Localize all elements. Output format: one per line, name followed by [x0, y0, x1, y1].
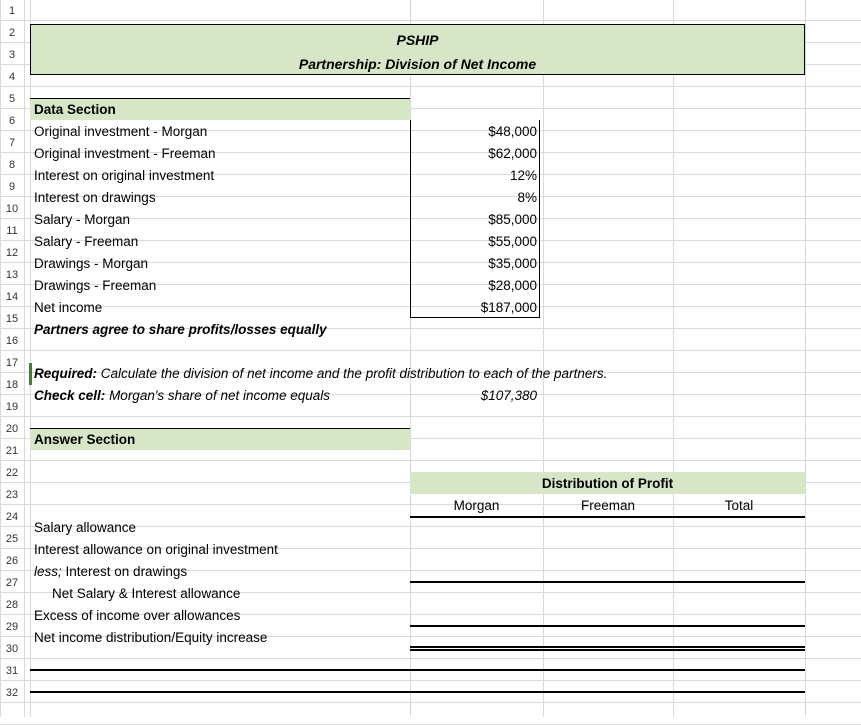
row-number[interactable]: 30 [5, 643, 19, 655]
required-text: Calculate the division of net income and the profit distribution to each of the partners. [100, 366, 608, 381]
row-number[interactable]: 5 [8, 93, 16, 105]
row-number[interactable]: 25 [5, 533, 19, 545]
row-number[interactable]: 32 [5, 687, 19, 699]
grid-vline [805, 0, 806, 717]
row-number[interactable]: 16 [5, 335, 19, 347]
data-section-header[interactable]: Data Section [34, 102, 116, 117]
distribution-header[interactable]: Distribution of Profit [541, 476, 674, 491]
row-number[interactable]: 23 [5, 489, 19, 501]
data-item-label[interactable]: Interest on drawings [34, 190, 156, 205]
answer-double-border-2 [410, 649, 805, 651]
grid-hline [0, 20, 861, 21]
grid-vline [410, 0, 411, 717]
grid-vline [24, 0, 25, 717]
grid-vline [673, 0, 674, 717]
row-number[interactable]: 31 [5, 665, 19, 677]
grid-hline [0, 350, 861, 351]
data-item-label[interactable]: Salary - Morgan [34, 212, 131, 227]
row-number[interactable]: 1 [8, 5, 16, 17]
answer-line-less-interest[interactable] [34, 561, 187, 583]
row-number[interactable]: 8 [8, 159, 16, 171]
data-item-label[interactable]: Drawings - Freeman [34, 278, 157, 293]
row-number[interactable]: 22 [5, 467, 19, 479]
check-value[interactable]: $107,380 [480, 388, 537, 403]
grid-vline [543, 0, 544, 717]
row-number[interactable]: 21 [5, 445, 19, 457]
answer-line-interest[interactable]: Interest allowance on original investment [34, 542, 278, 557]
row-number[interactable]: 24 [5, 511, 19, 523]
title-line-2: Partnership: Division of Net Income [298, 56, 537, 72]
grid-hline [0, 460, 861, 461]
grid-hline [0, 86, 861, 87]
grid-hline [0, 702, 861, 703]
grid-hline [0, 658, 861, 659]
required-cell[interactable] [34, 363, 607, 385]
data-item-value[interactable]: $62,000 [488, 146, 537, 161]
row-number[interactable]: 13 [5, 269, 19, 281]
bottom-border-top [30, 669, 805, 671]
required-left-border [29, 363, 32, 385]
required-label: Required: [34, 366, 98, 381]
answer-line-less-interest-text: less; Interest on drawings [34, 564, 188, 579]
data-item-label[interactable]: Interest on original investment [34, 168, 215, 183]
answer-border-row26 [410, 581, 805, 583]
row-number[interactable]: 17 [5, 357, 19, 369]
data-item-value[interactable]: $35,000 [488, 256, 537, 271]
row-number[interactable]: 26 [5, 555, 19, 567]
col-header-underline [410, 516, 805, 518]
grid-hline [0, 680, 861, 681]
data-item-label[interactable]: Salary - Freeman [34, 234, 139, 249]
data-item-label[interactable]: Original investment - Morgan [34, 124, 208, 139]
answer-border-row28 [410, 625, 805, 627]
data-item-value[interactable]: $85,000 [488, 212, 537, 227]
answer-double-border-1 [410, 646, 805, 648]
row-number[interactable]: 10 [5, 203, 19, 215]
data-item-value[interactable]: $48,000 [488, 124, 537, 139]
row-number[interactable]: 28 [5, 599, 19, 611]
row-number[interactable]: 14 [5, 291, 19, 303]
grid-hline [0, 416, 861, 417]
data-item-value[interactable]: $55,000 [488, 234, 537, 249]
data-item-label[interactable]: Net income [34, 300, 103, 315]
check-text: Morgan's share of net income equals [109, 388, 331, 403]
answer-line-salary[interactable]: Salary allowance [34, 520, 137, 535]
row-number[interactable]: 15 [5, 313, 19, 325]
check-cell[interactable] [34, 385, 330, 407]
row-number[interactable]: 12 [5, 247, 19, 259]
col-header-morgan[interactable]: Morgan [453, 498, 500, 513]
bottom-border-bottom [30, 691, 805, 693]
row-number[interactable]: 29 [5, 621, 19, 633]
col-header-freeman[interactable]: Freeman [580, 498, 636, 513]
data-item-value[interactable]: 8% [517, 190, 537, 205]
data-item-label[interactable]: Drawings - Morgan [34, 256, 149, 271]
row-number[interactable]: 27 [5, 577, 19, 589]
row-number[interactable]: 2 [8, 27, 16, 39]
data-values-box [410, 120, 540, 318]
answer-line-excess[interactable]: Excess of income over allowances [34, 608, 241, 623]
data-item-label[interactable]: Original investment - Freeman [34, 146, 216, 161]
data-item-value[interactable]: $28,000 [488, 278, 537, 293]
answer-line-net-distribution[interactable]: Net income distribution/Equity increase [34, 630, 268, 645]
row-number[interactable]: 9 [8, 181, 16, 193]
check-label: Check cell: [34, 388, 106, 403]
col-header-total[interactable]: Total [724, 498, 754, 513]
row-number[interactable]: 6 [8, 115, 16, 127]
data-item-value[interactable]: 12% [509, 168, 537, 183]
row-number[interactable]: 19 [5, 401, 19, 413]
row-number[interactable]: 7 [8, 137, 16, 149]
data-item-value[interactable]: $187,000 [480, 300, 537, 315]
answer-line-net-allowance[interactable]: Net Salary & Interest allowance [52, 586, 241, 601]
row-number[interactable]: 18 [5, 379, 19, 391]
row-number[interactable]: 11 [6, 225, 18, 237]
row-number[interactable]: 4 [8, 71, 16, 83]
row-number[interactable]: 3 [8, 49, 16, 61]
agreement-text[interactable]: Partners agree to share profits/losses equally [34, 322, 327, 337]
answer-section-header[interactable]: Answer Section [34, 432, 136, 447]
title-line-1: PSHIP [396, 32, 439, 48]
row-number[interactable]: 20 [5, 423, 19, 435]
